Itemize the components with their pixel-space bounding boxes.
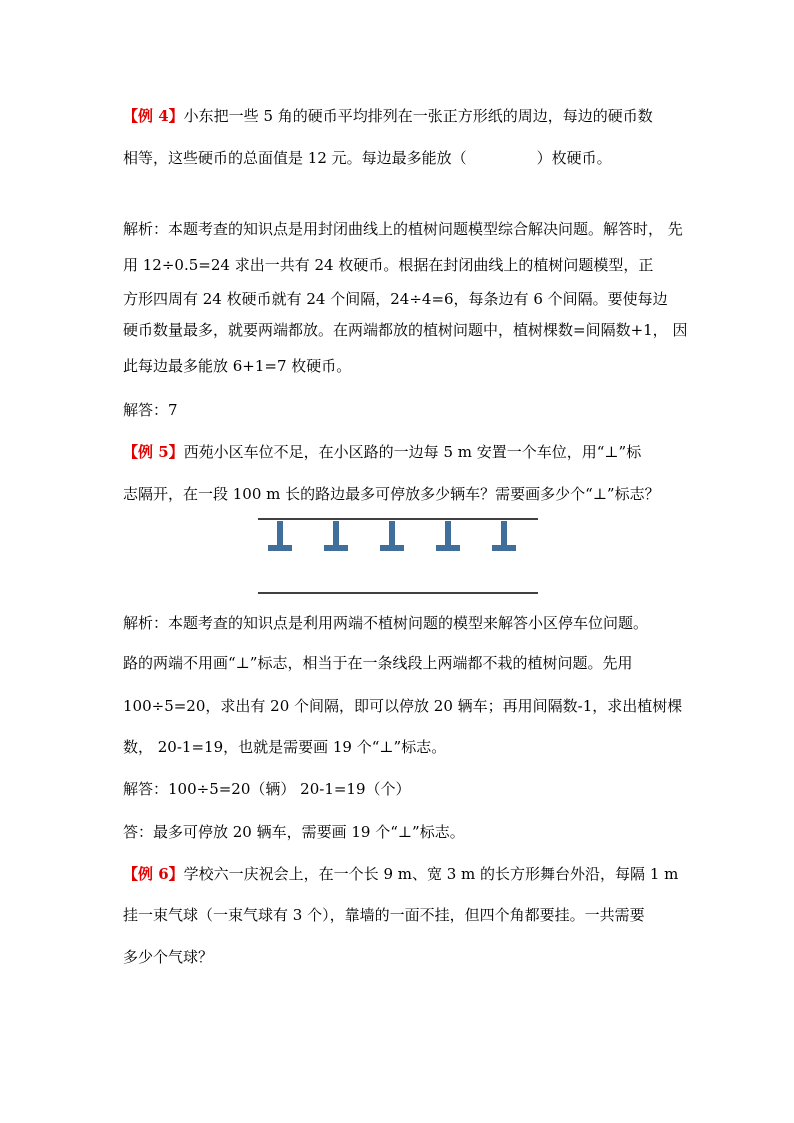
ex6-question-2: 挂一束气球（一束气球有 3 个），靠墙的一面不挂，但四个角都要挂。一共需要 (123, 906, 645, 924)
ex6-tag: 【例 6】 (123, 865, 184, 883)
ex4-analysis-4: 硬币数量最多，就要两端都放。在两端都放的植树问题中，植树棵数=间隔数+1， 因 (123, 321, 688, 339)
marker-1 (268, 521, 292, 551)
ex5-analysis-1: 解析：本题考查的知识点是利用两端不植树问题的模型来解答小区停车位问题。 (123, 614, 649, 632)
marker-2 (324, 521, 348, 551)
ex5-final-answer: 答：最多可停放 20 辆车，需要画 19 个“⊥”标志。 (123, 823, 465, 841)
ex5-question-2: 志隔开，在一段 100 m 长的路边最多可停放多少辆车？需要画多少个“⊥”标志？ (123, 485, 660, 503)
marker-stem (277, 521, 283, 545)
marker-stem (501, 521, 507, 545)
marker-base (436, 545, 460, 551)
ex5-question-1: 西苑小区车位不足，在小区路的一边每 5 m 安置一个车位，用“⊥”标 (183, 443, 642, 461)
marker-base (324, 545, 348, 551)
marker-3 (380, 521, 404, 551)
marker-stem (445, 521, 451, 545)
ex5-tag: 【例 5】 (123, 443, 184, 461)
ex4-tag: 【例 4】 (123, 107, 184, 125)
marker-stem (333, 521, 339, 545)
marker-base (268, 545, 292, 551)
marker-stem (389, 521, 395, 545)
marker-4 (436, 521, 460, 551)
ex5-answer: 解答：100÷5=20（辆） 20-1=19（个） (123, 780, 411, 798)
ex5-line-1 (123, 442, 641, 462)
ex6-question-1: 学校六一庆祝会上，在一个长 9 m、宽 3 m 的长方形舞台外沿，每隔 1 m (183, 865, 679, 883)
ex5-analysis-4: 数， 20-1=19，也就是需要画 19 个“⊥”标志。 (123, 738, 447, 756)
ex4-analysis-1: 解析：本题考查的知识点是用封闭曲线上的植树问题模型综合解决问题。解答时， 先 (123, 220, 683, 238)
ex4-question-2a: 相等，这些硬币的总面值是 12 元。每边最多能放（ (123, 149, 467, 167)
ex4-question-2b: ）枚硬币。 (536, 149, 612, 167)
ex4-analysis-3: 方形四周有 24 枚硬币就有 24 个间隔，24÷4=6，每条边有 6 个间隔。要使每边 (123, 290, 668, 308)
marker-base (492, 545, 516, 551)
ex4-line-1 (123, 106, 653, 126)
ex4-question-1: 小东把一些 5 角的硬币平均排列在一张正方形纸的周边，每边的硬币数 (183, 107, 653, 125)
ex6-line-1 (123, 864, 678, 884)
ex6-question-3: 多少个气球？ (123, 948, 214, 966)
ex4-analysis-5: 此每边最多能放 6+1=7 枚硬币。 (123, 357, 352, 375)
marker-5 (492, 521, 516, 551)
parking-diagram (258, 515, 538, 597)
ex5-analysis-2: 路的两端不用画“⊥”标志，相当于在一条线段上两端都不栽的植树问题。先用 (123, 654, 633, 672)
perpendicular-markers (268, 521, 516, 551)
ex4-answer: 解答：7 (123, 401, 178, 419)
marker-base (380, 545, 404, 551)
ex4-line-2 (123, 148, 612, 168)
ex4-analysis-2: 用 12÷0.5=24 求出一共有 24 枚硬币。根据在封闭曲线上的植树问题模型，正 (123, 256, 654, 274)
ex5-analysis-3: 100÷5=20，求出有 20 个间隔，即可以停放 20 辆车；再用间隔数-1，求出植树棵 (123, 697, 683, 715)
